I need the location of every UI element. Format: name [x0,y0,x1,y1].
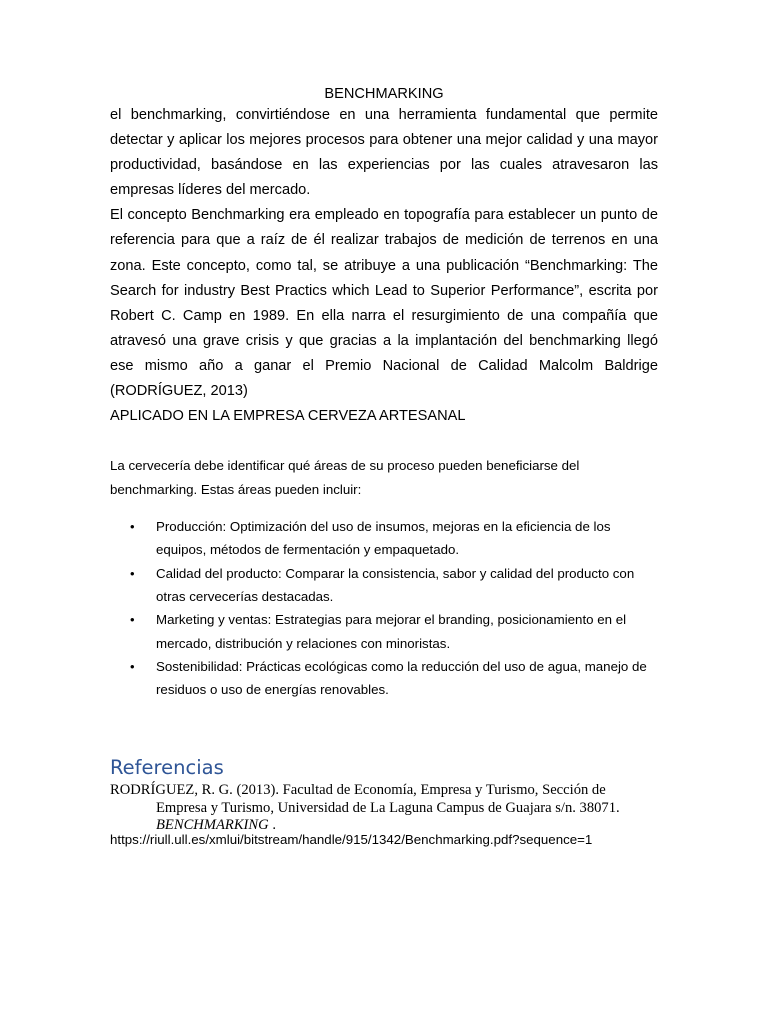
reference-line-2-text: Empresa y Turismo, Universidad de La Laguna Campus de Guajara s/n. 38071. [156,799,620,816]
reference-trailing: . [268,817,276,833]
bullet-icon: • [130,612,135,628]
list-item [110,562,658,609]
reference-line-2 [110,800,658,835]
section-heading: APLICADO EN LA EMPRESA CERVEZA ARTESANAL [110,408,466,425]
paragraph-intro: el benchmarking, convirtiéndose en una herramienta fundamental que permite detectar y aplicar los mejores procesos para obtener una mejor calidad y una mayor productividad, basándose en las experiencias por las cuales atravesaron las empresas líderes del mercado. [110,107,658,199]
document-title: BENCHMARKING [324,86,444,102]
document-body [110,85,658,702]
reference-url-link[interactable]: https://riull.ull.es/xmlui/bitstream/handle/915/1342/Benchmarking.pdf?sequence=1 [110,832,593,847]
reference-title-italic: BENCHMARKING [156,817,269,833]
list-item-text: Calidad del producto: Comparar la consistencia, sabor y calidad del producto con otras cervecerías destacadas. [156,565,635,605]
list-item [110,515,658,562]
reference-line-1: RODRÍGUEZ, R. G. (2013). Facultad de Economía, Empresa y Turismo, Sección de [110,782,606,798]
list-item-text: Producción: Optimización del uso de insumos, mejoras en la eficiencia de los equipos, métodos de fermentación y empaquetado. [156,519,611,558]
brewery-intro: La cervecería debe identificar qué áreas de su proceso pueden beneficiarse del benchmarking. Estas áreas pueden incluir: [110,458,580,497]
bullet-icon: • [130,658,135,674]
reference-entry [110,782,658,835]
bullet-icon: • [130,565,135,581]
paragraph-concept: El concepto Benchmarking era empleado en topografía para establecer un punto de referencia para que a raíz de él realizar trabajos de medición de terrenos en una zona. Este concepto, como tal, se atribuye a una publicación “Benchmarking: The Search for industry Best Practics which Lead to Superior Performance”, escrita por Robert C. Camp en 1989. En ella narra el resurgimiento de una compañía que atravesó una grave crisis y que gracias a la implantación del benchmarking llegó ese mismo año a ganar el Premio Nacional de Calidad Malcolm Baldrige (RODRÍGUEZ, 2013) [110,207,658,400]
list-item [110,608,658,655]
references-heading: Referencias [110,756,224,779]
list-item-text: Marketing y ventas: Estrategias para mejorar el branding, posicionamiento en el mercado, distribución y relaciones con minoristas. [156,612,627,651]
list-item-text: Sostenibilidad: Prácticas ecológicas como la reducción del uso de agua, manejo de residuos o uso de energías renovables. [156,658,647,698]
list-item [110,655,658,702]
areas-list [110,515,658,701]
bullet-icon: • [130,519,135,535]
